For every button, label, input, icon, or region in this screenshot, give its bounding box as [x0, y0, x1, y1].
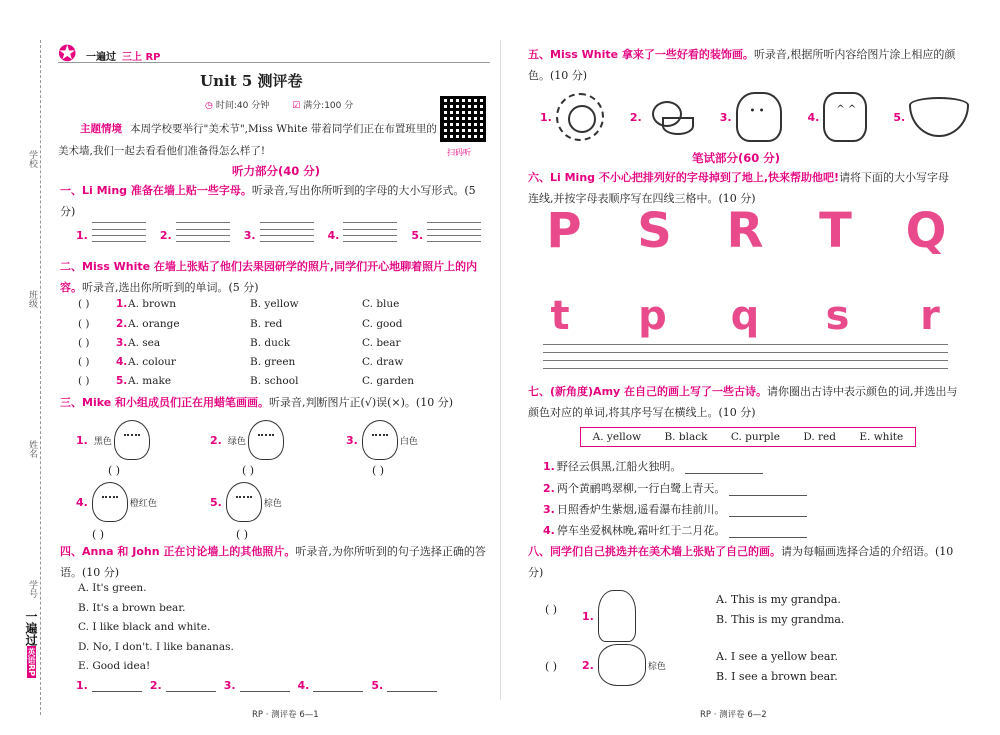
question-8: 八、同学们自己挑选并在美术墙上张贴了自己的画。请为每幅画选择合适的介绍语。(10 分) — [528, 545, 954, 579]
four-line-writing-grid[interactable] — [543, 344, 948, 374]
q3-picture: 2. 绿色 — [210, 420, 284, 460]
uppercase-letters — [540, 205, 950, 257]
q1-blank[interactable]: 1. — [76, 220, 146, 242]
spine-number-label: 学号 — [27, 580, 37, 598]
answer-paren[interactable]: ( ) — [78, 337, 90, 349]
check-icon: ☑ — [292, 101, 301, 111]
answer-paren[interactable]: ( ) — [78, 298, 90, 310]
scene-text: 本周学校要举行"美术节",Miss White 带着同学们正在布置班里的美术墙,我们一起去看看他们准备得怎么样了! — [58, 123, 437, 157]
exam-meta: ◷ 时间:40 分钟 ☑ 满分:100 分 — [205, 101, 354, 111]
question-4: 四、Anna 和 John 正在讨论墙上的其他照片。听录音,为你所听到的句子选择正确的答语。(10 分) — [60, 545, 486, 579]
banana-icon — [909, 97, 969, 137]
q5-item[interactable]: 2. — [630, 97, 694, 137]
brand-main: 一遍过 — [86, 51, 116, 63]
q4-answer-list — [78, 579, 234, 677]
child-drawing-icon — [362, 420, 398, 460]
child-drawing-icon — [114, 420, 150, 460]
answer-blank[interactable] — [685, 462, 763, 474]
clock-icon: ◷ — [205, 101, 213, 111]
answer-paren[interactable]: ( ) — [78, 356, 90, 368]
q2-row: ( ) 4. A. colour B. green C. draw — [78, 356, 404, 368]
spine-class-label: 班级 — [27, 290, 37, 308]
question-6: 六、Li Ming 不小心把排列好的字母掉到了地上,快来帮助他吧!请将下面的大小写字母连线,并按字母表顺序写在四线三格中。(10 分) — [528, 171, 950, 205]
spine-brand-tag: 英语RP — [27, 648, 36, 677]
q1-blank[interactable]: 5. — [411, 220, 481, 242]
letter-tile[interactable]: s — [825, 293, 850, 339]
letter-tile[interactable]: Q — [905, 203, 947, 259]
answer-blank[interactable] — [240, 678, 290, 692]
q4-blanks: 1. 2. 3. 4. 5. — [76, 678, 445, 692]
answer-blank[interactable] — [313, 678, 363, 692]
q8-options-1: A. This is my grandpa. B. This is my grandma. — [716, 593, 845, 626]
qr-code-icon[interactable] — [440, 96, 486, 142]
poem-line: 3. 日照香炉生紫烟,遥看瀑布挂前川。 — [543, 501, 807, 517]
poem-line: 4. 停车坐爱枫林晚,霜叶红于二月花。 — [543, 522, 807, 538]
q5-item[interactable]: 1. — [540, 93, 604, 141]
child-drawing-icon — [248, 420, 284, 460]
question-5: 五、Miss White 拿来了一些好看的装饰画。听录音,根据所听内容给图片涂上相应的颜色。(10 分) — [528, 48, 956, 82]
answer-blank[interactable] — [729, 484, 807, 496]
poem-line: 1. 野径云俱黑,江船火独明。 — [543, 458, 763, 474]
q1-blank[interactable]: 4. — [328, 220, 398, 242]
answer-blank[interactable] — [166, 678, 216, 692]
answer-option: C. I like black and white. — [78, 621, 211, 633]
answer-option: B. It's a brown bear. — [78, 601, 186, 614]
answer-paren[interactable]: ( ) — [108, 464, 121, 477]
question-1: 一、Li Ming 准备在墙上贴一些字母。听录音,写出你所听到的字母的大小写形式。(5 分) — [60, 184, 476, 218]
answer-paren[interactable]: ( ) — [545, 603, 558, 616]
bird-icon — [646, 97, 694, 137]
lowercase-letters — [540, 290, 950, 342]
poem-line: 2. 两个黄鹂鸣翠柳,一行白鹭上青天。 — [543, 480, 807, 496]
q2-row: ( ) 5. A. make B. school C. garden — [78, 375, 415, 387]
dog-icon — [736, 92, 782, 142]
spine-name-label: 姓名 — [27, 440, 37, 458]
answer-paren[interactable]: ( ) — [78, 318, 90, 330]
footer-right: RP · 测评卷 6—2 — [700, 710, 767, 720]
spine-school-label: 学校 — [27, 150, 37, 168]
letter-tile[interactable]: S — [637, 203, 672, 259]
cat-icon — [823, 92, 867, 142]
q5-item[interactable]: 4. ^ ^ — [808, 92, 868, 142]
answer-paren[interactable]: ( ) — [92, 528, 105, 541]
answer-blank[interactable] — [729, 526, 807, 538]
brand-sub: 三上 RP — [122, 51, 161, 63]
grandpa-icon — [598, 590, 636, 642]
q2-row: ( ) 2. A. orange B. red C. good — [78, 318, 403, 330]
page-title: Unit 5 测评卷 — [200, 72, 303, 90]
q3-picture: 5. 棕色 — [210, 482, 284, 522]
answer-paren[interactable]: ( ) — [545, 660, 558, 673]
bear-icon — [598, 644, 646, 686]
scene-intro — [58, 118, 438, 162]
q8-picture: 2. 棕色 — [582, 644, 668, 686]
qr-label: 扫码听 — [447, 148, 471, 157]
q7-options-box: A. yellow B. black C. purple D. red E. white — [580, 427, 916, 447]
footer-left: RP · 测评卷 6—1 — [252, 710, 319, 720]
q2-row: ( ) 1. A. brown B. yellow C. blue — [78, 298, 400, 310]
writing-title: 笔试部分(60 分) — [692, 151, 781, 165]
answer-option: D. No, I don't. I like bananas. — [78, 640, 234, 653]
answer-blank[interactable] — [92, 678, 142, 692]
answer-blank[interactable] — [729, 505, 807, 517]
q8-options-2: A. I see a yellow bear. B. I see a brown bear. — [716, 650, 838, 683]
star-logo-icon: ✪ — [58, 42, 77, 67]
q3-picture: 1. 黑色 — [76, 420, 150, 460]
q1-blank[interactable]: 3. — [244, 220, 314, 242]
letter-tile[interactable]: q — [730, 293, 760, 339]
letter-tile[interactable]: R — [726, 203, 764, 259]
answer-paren[interactable]: ( ) — [242, 464, 255, 477]
q5-item[interactable]: 5. — [893, 97, 969, 137]
question-2: 二、Miss White 在墙上张贴了他们去果园研学的照片,同学们开心地聊着照片上的内容。听录音,选出你所听到的单词。(5 分) — [60, 260, 478, 294]
letter-tile[interactable]: r — [920, 293, 940, 339]
question-3: 三、Mike 和小组成员们正在用蜡笔画画。听录音,判断图片正(√)误(×)。(10 分) — [60, 396, 453, 409]
q2-row: ( ) 3. A. sea B. duck C. bear — [78, 337, 401, 349]
q3-picture: 4. 橙红色 — [76, 482, 159, 522]
question-7: 七、(新角度)Amy 在自己的画上写了一些古诗。请你圈出古诗中表示颜色的词,并选出与颜色对应的单词,将其序号写在横线上。(10 分) — [528, 385, 958, 419]
letter-tile[interactable]: t — [550, 293, 570, 339]
letter-tile[interactable]: T — [819, 203, 852, 259]
answer-option: A. It's green. — [78, 582, 147, 594]
answer-option: E. Good idea! — [78, 660, 151, 672]
sun-icon — [556, 93, 604, 141]
q1-blank[interactable]: 2. — [160, 220, 230, 242]
letter-tile[interactable]: p — [638, 293, 667, 339]
child-drawing-icon — [226, 482, 262, 522]
spine-brand: 一遍过英语RP — [24, 610, 38, 677]
listening-title: 听力部分(40 分) — [232, 164, 321, 178]
q5-pictures — [540, 92, 969, 142]
answer-paren[interactable]: ( ) — [372, 464, 385, 477]
scene-label: 主题情境 — [80, 123, 122, 135]
binding-spine — [0, 0, 52, 735]
q8-picture: 1. — [582, 590, 636, 642]
answer-paren[interactable]: ( ) — [78, 375, 90, 387]
q5-item[interactable]: 3. • • — [720, 92, 782, 142]
letter-tile[interactable]: P — [546, 203, 582, 259]
answer-paren[interactable]: ( ) — [236, 528, 249, 541]
q1-letter-grid — [76, 220, 495, 242]
answer-blank[interactable] — [387, 678, 437, 692]
child-drawing-icon — [92, 482, 128, 522]
q3-picture: 3. 白色 — [346, 420, 420, 460]
